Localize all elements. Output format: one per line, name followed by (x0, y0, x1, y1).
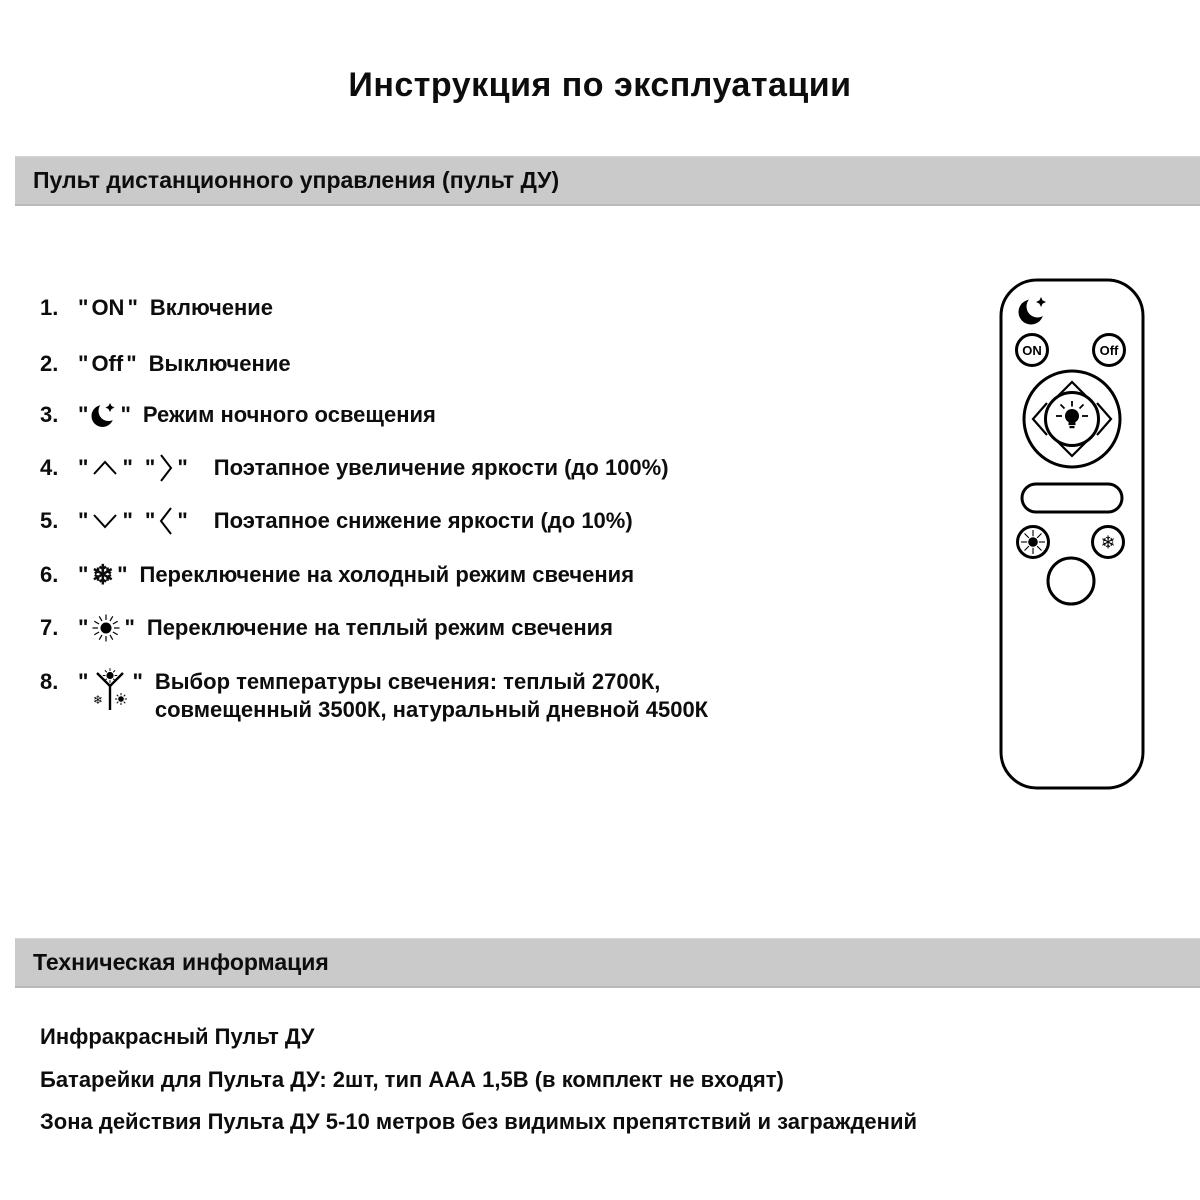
item-text: Выключение (148, 351, 291, 376)
list-item (40, 668, 708, 724)
off-button-label: Off (91, 351, 124, 376)
list-item (40, 401, 436, 429)
item-number: 4. (40, 455, 59, 480)
item-text: Поэтапное увеличение яркости (до 100%) (213, 455, 669, 480)
list-item (40, 561, 634, 589)
warm-mode-button (1018, 527, 1049, 558)
quote-mark: " (122, 508, 133, 533)
item-text: Переключение на теплый режим свечения (146, 615, 614, 640)
on-button-label: ON (1022, 343, 1042, 358)
item-text: Включение (149, 295, 274, 320)
list-item (40, 350, 291, 378)
section-header-tech (15, 938, 1200, 988)
item-text: Выбор температуры свечения: теплый 2700К, совмещенный 3500К, натуральный дневной 4500К (154, 669, 709, 722)
quote-mark: " (120, 402, 131, 427)
item-number: 6. (40, 562, 59, 587)
section-header-remote-label: Пульт дистанционного управления (пульт ДУ) (33, 167, 560, 193)
item-number: 1. (40, 295, 59, 320)
item-number: 3. (40, 402, 59, 427)
warm-sun-icon (91, 613, 121, 643)
chevron-down-icon (91, 512, 119, 530)
quote-mark: " (177, 455, 188, 480)
quote-mark: " (144, 508, 156, 533)
quote-mark: " (78, 402, 89, 427)
quote-mark: " (78, 562, 89, 587)
quote-mark: " (124, 615, 135, 640)
list-item (40, 452, 669, 484)
quote-mark: " (126, 351, 137, 376)
item-number: 8. (40, 669, 59, 694)
item-number: 7. (40, 615, 59, 640)
remote-illustration (995, 275, 1150, 795)
item-text: Режим ночного освещения (142, 402, 436, 427)
item-number: 5. (40, 508, 59, 533)
section-header-remote (15, 156, 1200, 206)
chevron-left-icon (158, 505, 174, 537)
list-item (40, 505, 633, 537)
quote-mark: " (132, 669, 143, 694)
quote-mark: " (144, 455, 156, 480)
snowflake-icon: ❄ (1100, 532, 1116, 554)
quote-mark: " (78, 615, 89, 640)
section-header-tech-label: Техническая информация (33, 949, 329, 975)
item-text: Поэтапное снижение яркости (до 10%) (213, 508, 633, 533)
wide-button (1022, 484, 1122, 512)
on-button-label: ON (91, 295, 125, 320)
quote-mark: " (78, 351, 89, 376)
quote-mark: " (78, 455, 89, 480)
off-button-label: Off (1099, 343, 1119, 358)
warm-sun-icon (1021, 530, 1045, 554)
item-number: 2. (40, 351, 59, 376)
list-item (40, 294, 273, 322)
quote-mark: " (122, 455, 133, 480)
chevron-right-icon (158, 452, 174, 484)
snowflake-icon: ❄ (91, 560, 115, 590)
svg-text:❄: ❄ (93, 693, 104, 707)
tech-info-line: Батарейки для Пульта ДУ: 2шт, тип ААА 1,5В (в комплект не входят) (40, 1067, 784, 1092)
list-item (40, 613, 613, 643)
quote-mark: " (78, 508, 89, 533)
item-text-line2: совмещенный 3500К, натуральный дневной 4500К (154, 697, 709, 722)
quote-mark: " (78, 669, 89, 694)
tech-info-line: Инфракрасный Пульт ДУ (40, 1024, 315, 1049)
temp-select-icon (91, 668, 129, 714)
item-text: Переключение на холодный режим свечения (139, 562, 635, 587)
quote-mark: " (78, 295, 89, 320)
quote-mark: " (127, 295, 138, 320)
moon-icon (91, 401, 117, 429)
tech-info-line: Зона действия Пульта ДУ 5-10 метров без видимых препятствий и заграждений (40, 1109, 918, 1134)
quote-mark: " (177, 508, 188, 533)
page-title: Инструкция по эксплуатации (348, 66, 852, 104)
chevron-up-icon (91, 459, 119, 477)
quote-mark: " (117, 562, 128, 587)
